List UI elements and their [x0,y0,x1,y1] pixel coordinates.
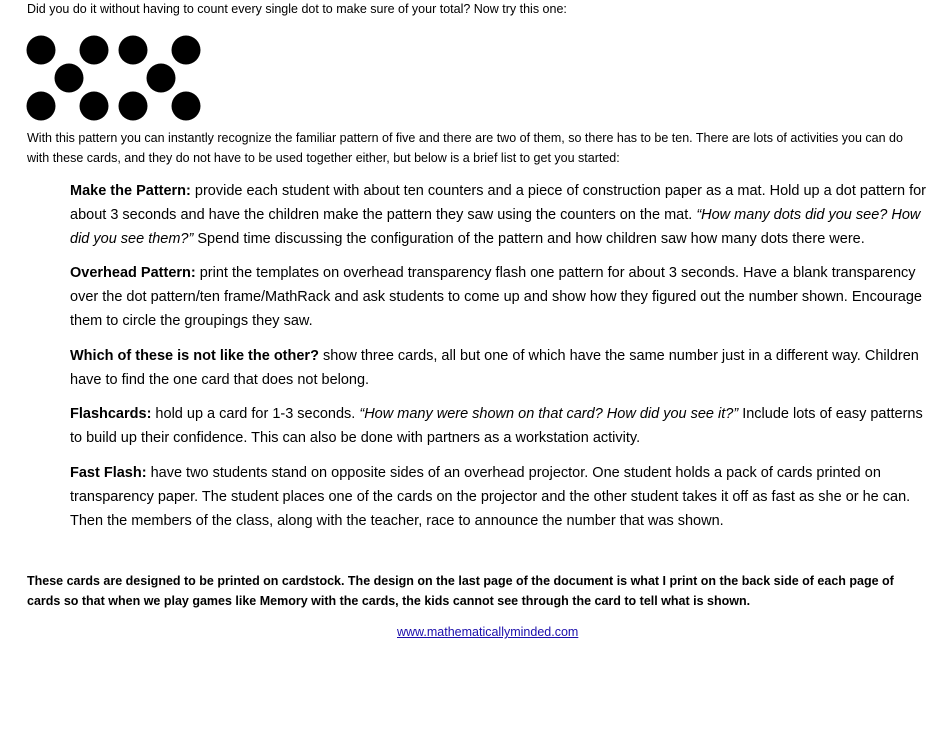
activity-quote: “How many dots did you see? How did you see them?” [70,206,921,247]
dot [119,36,148,65]
activity-title: Make the Pattern: [70,183,191,199]
dot-pattern-ten [26,34,206,122]
dot [172,92,201,121]
activity-text: provide each student with about ten counters and a piece of construction paper as a mat. Hold up a dot pattern for about 3 seconds and have the children make the pattern they saw using the counters on the mat. [70,183,926,223]
activity-text: print the templates on overhead transparency flash one pattern for about 3 seconds. Have a blank transparency over the dot pattern/ten frame/MathRack and ask students to come up and show how they figured out the number shown. Encourage them to circle the groupings they saw. [70,265,922,329]
activity-title: Flashcards: [70,406,152,423]
intro-text: Did you do it without having to count every single dot to make sure of your total? Now try this one: [27,2,567,16]
dot-pattern-graphic [26,34,206,122]
website-link[interactable]: www.mathematicallyminded.com [397,625,579,639]
activity-list [70,180,930,544]
activity-text: Include lots of easy patterns to build up their confidence. This can also be done with partners as a workstation activity. [70,406,923,447]
dot [172,36,201,65]
activity-title: Overhead Pattern: [70,265,196,282]
activity-make-the-pattern [70,180,930,251]
cardstock-note: These cards are designed to be printed on cardstock. The design on the last page of the document is what I print on the back side of each page of cards so that when we play games like Memory with the cards, the kids cannot see through the card to tell what is shown. [27,574,894,608]
dot [80,36,109,65]
dot [80,92,109,121]
activity-quote: “How many were shown on that card? How did you see it?” [359,406,739,423]
dot [55,64,84,93]
activity-text: have two students stand on opposite sides of an overhead projector. One student holds a pack of cards printed on transparency paper. The student places one of the cards on the projector and the other student takes it off as fast as she or he can. Then the members of the class, along with the teacher, race to announce the number that was shown. [70,464,911,529]
activity-fast-flash [70,462,930,533]
summary-paragraph: With this pattern you can instantly recognize the familiar pattern of five and there are two of them, so there has to be ten. There are lots of activities you can do with these cards, and they do not have to be used together either, but below is a brief list to get you started: [27,131,903,165]
activity-text: show three cards, all but one of which have the same number just in a different way. Children have to find the one card that does not belong. [70,347,919,388]
activity-title: Fast Flash: [70,464,147,481]
activity-not-like-other [70,345,930,393]
dot [147,64,176,93]
activity-text: hold up a card for 1-3 seconds. [151,406,360,423]
activity-flashcards [70,403,930,451]
activity-overhead-pattern [70,262,930,333]
dot [27,36,56,65]
dot [119,92,148,121]
activity-text: Spend time discussing the configuration of the pattern and how children saw how many dots there were. [193,230,865,247]
activity-title: Which of these is not like the other? [70,347,319,364]
dot [27,92,56,121]
